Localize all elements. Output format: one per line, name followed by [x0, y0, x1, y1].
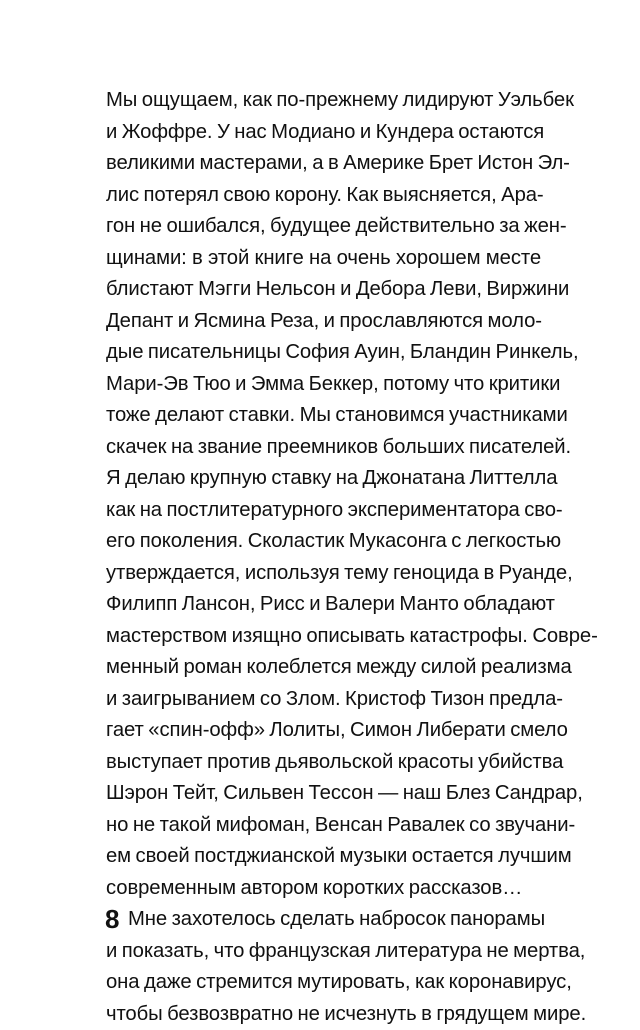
- text-line: скачек на звание преемников больших писателей.: [106, 432, 541, 464]
- text-line: тоже делают ставки. Мы становимся участниками: [106, 400, 541, 432]
- text-line: Депант и Ясмина Реза, и прославляются моло-: [106, 306, 541, 338]
- text-line: менный роман колеблется между силой реализма: [106, 652, 541, 684]
- text-line: щинами: в этой книге на очень хорошем месте: [106, 243, 541, 275]
- text-line: его поколения. Сколастик Мукасонга с легкостью: [106, 526, 541, 558]
- paragraph-2: [106, 904, 541, 1030]
- text-line: Мне захотелось сделать набросок панорамы: [106, 904, 541, 936]
- text-line: она даже стремится мутировать, как коронавирус,: [106, 967, 541, 999]
- paragraph-1: [106, 85, 541, 904]
- text-line: но не такой мифоман, Венсан Равалек со звучани-: [106, 810, 541, 842]
- text-line: Филипп Лансон, Рисс и Валери Манто обладают: [106, 589, 541, 621]
- text-line: гон не ошибался, будущее действительно за жен-: [106, 211, 541, 243]
- text-line: как на постлитературного экспериментатора сво-: [106, 495, 541, 527]
- text-line: дые писательницы София Ауин, Бландин Ринкель,: [106, 337, 541, 369]
- text-line: современным автором коротких рассказов…: [106, 873, 541, 905]
- text-line: чтобы безвозвратно не исчезнуть в грядущем мире.: [106, 999, 541, 1030]
- text-line: мастерством изящно описывать катастрофы. Совре-: [106, 621, 541, 653]
- text-line: гает «спин-офф» Лолиты, Симон Либерати смело: [106, 715, 541, 747]
- text-line: и заигрыванием со Злом. Кристоф Тизон предла-: [106, 684, 541, 716]
- text-line: Шэрон Тейт, Сильвен Тессон — наш Блез Сандрар,: [106, 778, 541, 810]
- text-line: Я делаю крупную ставку на Джонатана Литтелла: [106, 463, 541, 495]
- text-line: Мы ощущаем, как по-прежнему лидируют Уэльбек: [106, 85, 541, 117]
- text-line: ем своей постджианской музыки остается лучшим: [106, 841, 541, 873]
- text-line: и Жоффре. У нас Модиано и Кундера остаются: [106, 117, 541, 149]
- text-line: и показать, что французская литература не мертва,: [106, 936, 541, 968]
- text-line: лис потерял свою корону. Как выясняется, Ара-: [106, 180, 541, 212]
- text-line: выступает против дьявольской красоты убийства: [106, 747, 541, 779]
- body-text: [106, 85, 541, 1030]
- text-line: Мари-Эв Тюо и Эмма Беккер, потому что критики: [106, 369, 541, 401]
- page-number: 8: [105, 905, 119, 933]
- text-line: блистают Мэгги Нельсон и Дебора Леви, Виржини: [106, 274, 541, 306]
- text-line: утверждается, используя тему геноцида в Руанде,: [106, 558, 541, 590]
- text-line: великими мастерами, а в Америке Брет Истон Эл-: [106, 148, 541, 180]
